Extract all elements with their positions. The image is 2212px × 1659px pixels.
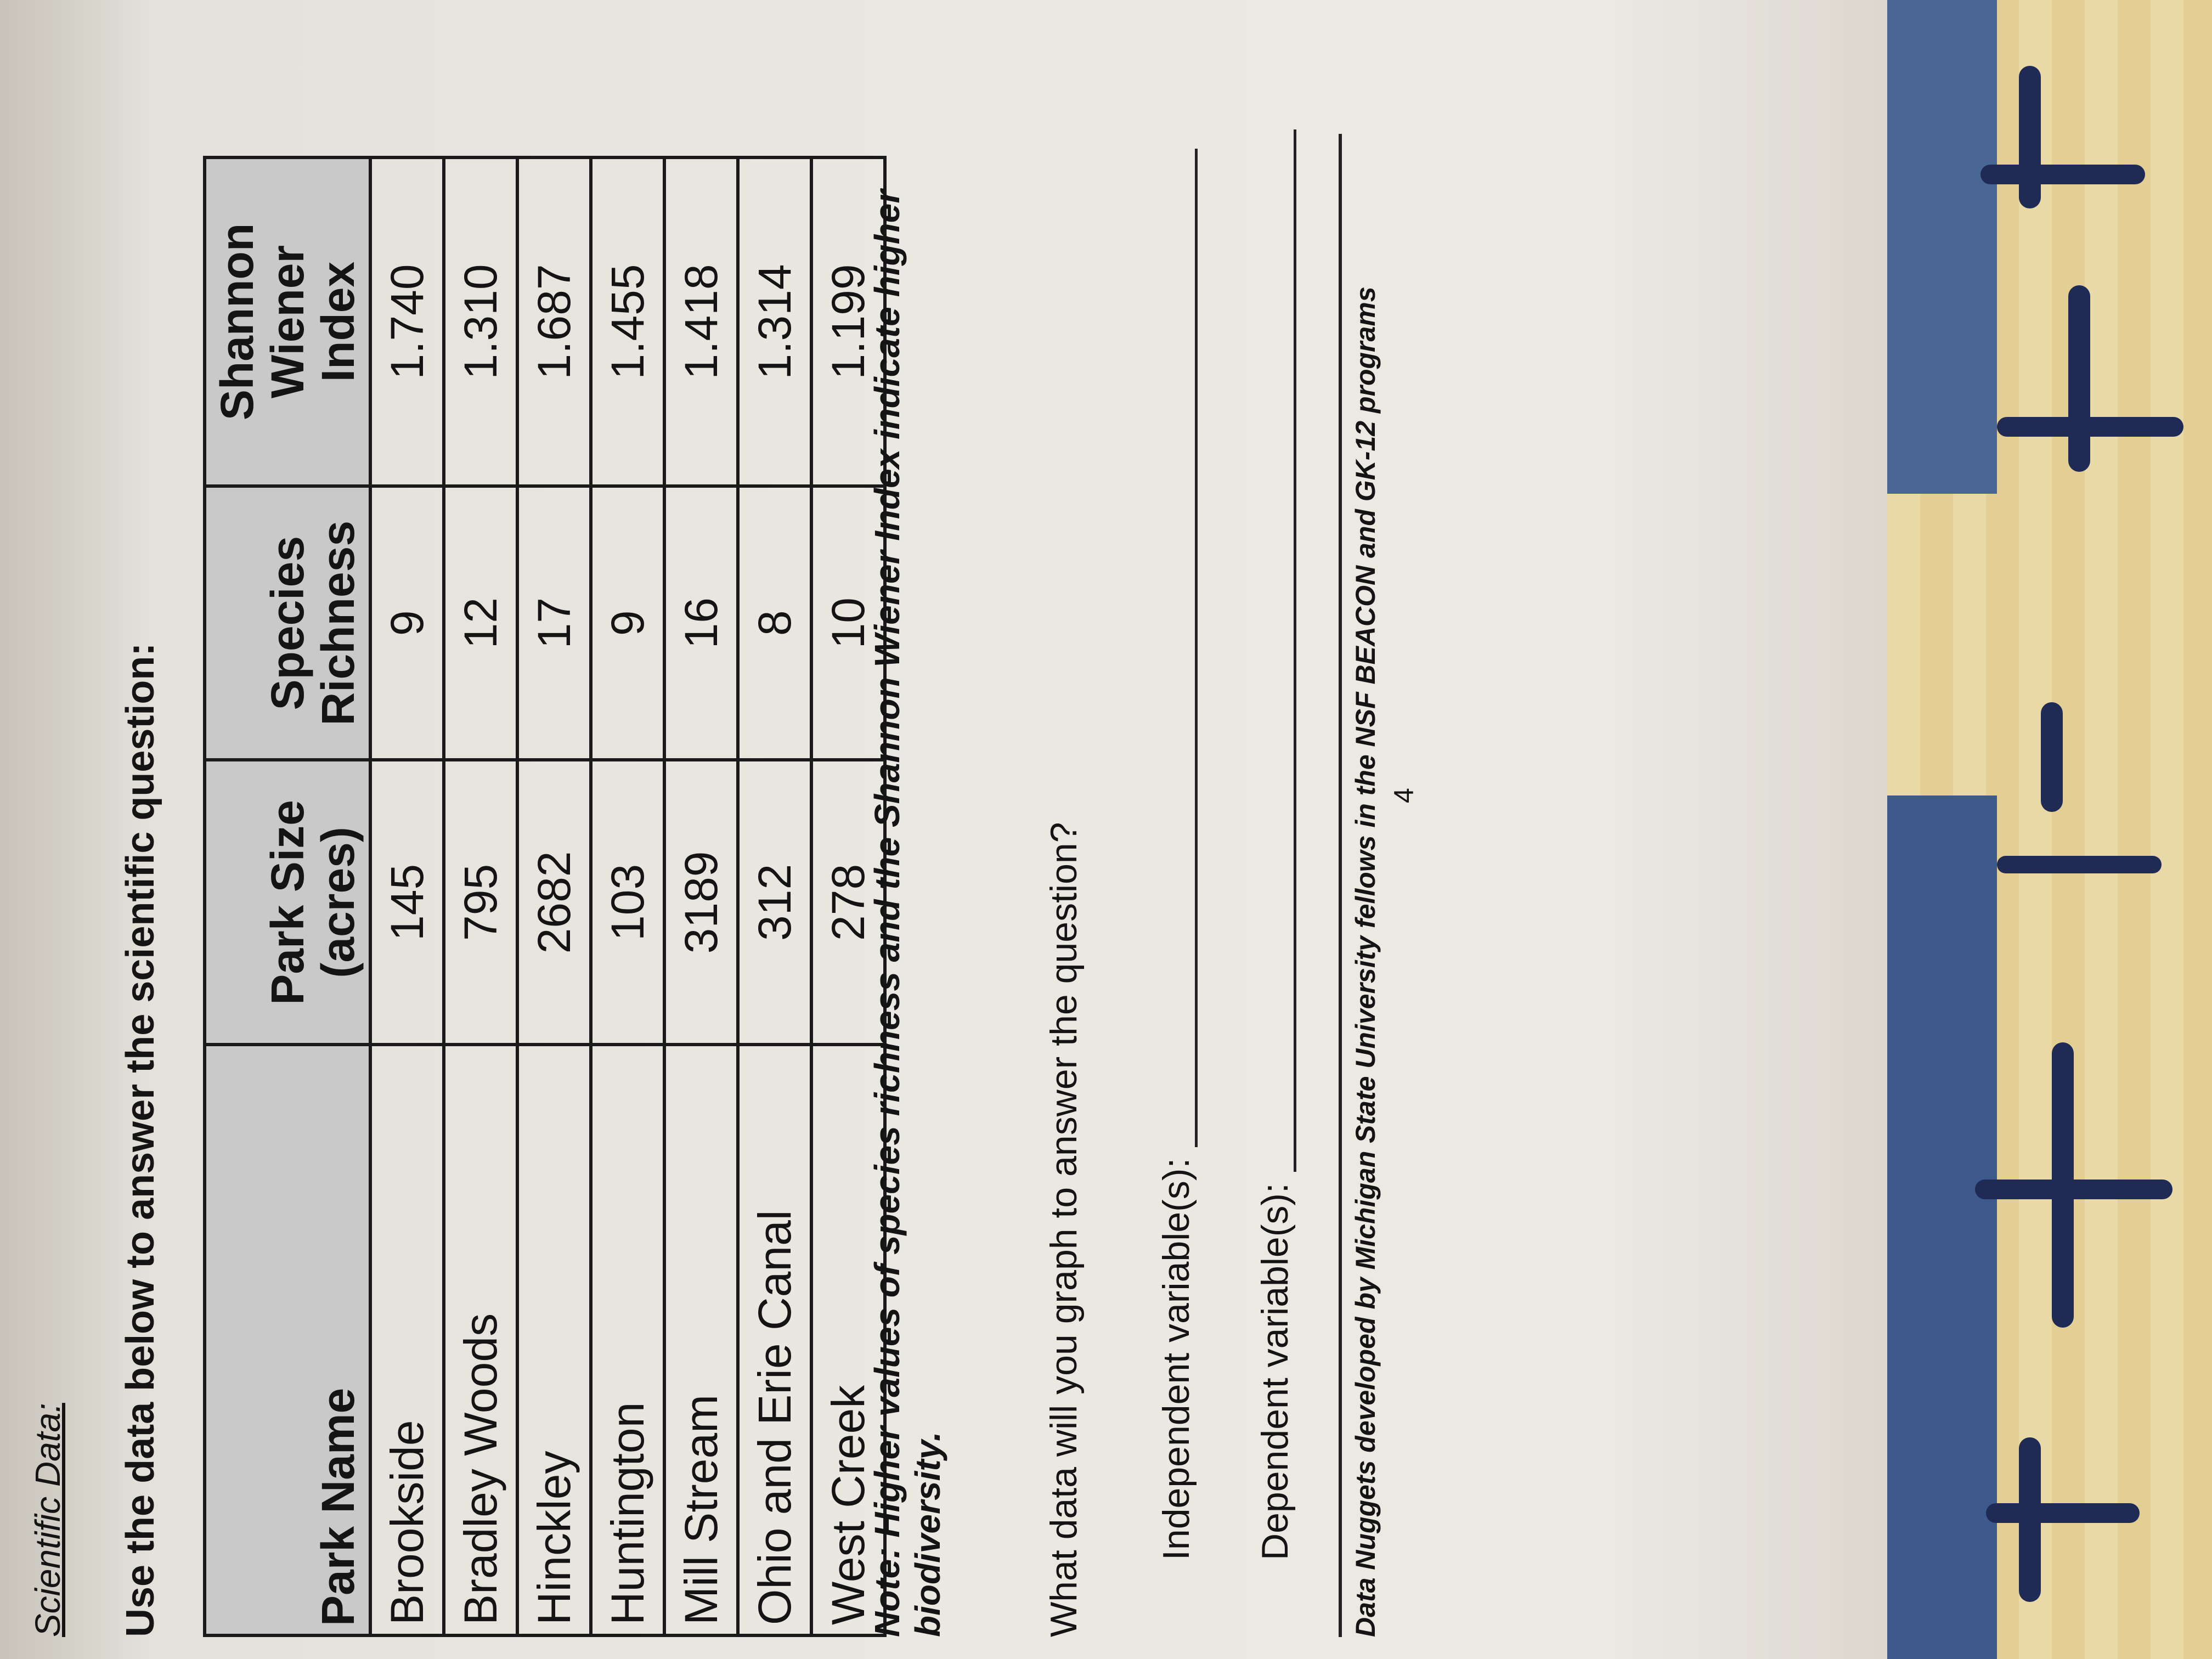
independent-answer-line[interactable] <box>1162 149 1198 1147</box>
table-row <box>591 157 664 1635</box>
table-row <box>444 157 517 1635</box>
park-data-table <box>203 156 887 1637</box>
park-name-cell: Mill Stream <box>664 1045 738 1635</box>
species-richness-cell: 8 <box>738 486 811 760</box>
table-row <box>664 157 738 1635</box>
park-size-cell: 103 <box>591 760 664 1045</box>
section-label: Scientific Data: <box>28 1403 67 1637</box>
header-shannon-wiener-index: Shannon Wiener Index <box>205 157 370 486</box>
shannon-index-cell: 1.455 <box>591 157 664 486</box>
shannon-index-cell: 1.687 <box>517 157 591 486</box>
fabric-pattern-stroke <box>1986 1503 2140 1523</box>
fabric-pattern-stroke <box>2068 285 2090 472</box>
shannon-index-cell: 1.199 <box>811 157 885 486</box>
dependent-answer-line[interactable] <box>1261 129 1296 1172</box>
biodiversity-note: Note: Higher values of species richness and the Shannon Wiener Index indicate higher biodiversity. <box>867 189 947 1637</box>
park-name-cell: Ohio and Erie Canal <box>738 1045 811 1635</box>
species-richness-cell: 10 <box>811 486 885 760</box>
header-park-size: Park Size (acres) <box>205 760 370 1045</box>
table-header-row <box>205 157 370 1635</box>
dependent-variable-row <box>1254 129 1296 1560</box>
park-size-cell: 3189 <box>664 760 738 1045</box>
fabric-pattern-stroke <box>1997 856 2162 873</box>
fabric-blue-band-bottom <box>1887 795 1997 1659</box>
table-row <box>738 157 811 1635</box>
table-row <box>517 157 591 1635</box>
fabric-pattern-stroke <box>2019 66 2041 208</box>
header-species-richness: Species Richness <box>205 486 370 760</box>
graph-question: What data will you graph to answer the question? <box>1043 822 1085 1637</box>
fabric-background <box>1887 0 2212 1659</box>
park-name-cell: Huntington <box>591 1045 664 1635</box>
species-richness-cell: 9 <box>370 486 444 760</box>
header-park-name: Park Name <box>205 1045 370 1635</box>
fabric-pattern-stroke <box>1997 417 2183 437</box>
shannon-index-cell: 1.418 <box>664 157 738 486</box>
footer-divider <box>1339 134 1342 1637</box>
table-row <box>370 157 444 1635</box>
species-richness-cell: 12 <box>444 486 517 760</box>
dependent-variable-label: Dependent variable(s): <box>1254 1183 1296 1560</box>
park-name-cell: Brookside <box>370 1045 444 1635</box>
park-size-cell: 312 <box>738 760 811 1045</box>
independent-variable-row <box>1155 149 1198 1560</box>
footer-credit: Data Nuggets developed by Michigan State University fellows in the NSF BEACON and GK-12 programs <box>1350 286 1381 1637</box>
species-richness-cell: 17 <box>517 486 591 760</box>
park-size-cell: 278 <box>811 760 885 1045</box>
park-size-cell: 2682 <box>517 760 591 1045</box>
park-name-cell: Hinckley <box>517 1045 591 1635</box>
park-name-cell: Bradley Woods <box>444 1045 517 1635</box>
species-richness-cell: 9 <box>591 486 664 760</box>
fabric-pattern-stroke <box>1980 165 2145 184</box>
fabric-pattern-stroke <box>2041 702 2063 812</box>
park-size-cell: 795 <box>444 760 517 1045</box>
shannon-index-cell: 1.740 <box>370 157 444 486</box>
instruction-heading: Use the data below to answer the scientific question: <box>119 642 162 1637</box>
shannon-index-cell: 1.310 <box>444 157 517 486</box>
species-richness-cell: 16 <box>664 486 738 760</box>
page-number: 4 <box>1389 788 1419 803</box>
fabric-pattern-stroke <box>1975 1180 2172 1199</box>
independent-variable-label: Independent variable(s): <box>1155 1158 1197 1560</box>
shannon-index-cell: 1.314 <box>738 157 811 486</box>
fabric-blue-band-top <box>1887 0 1997 494</box>
park-size-cell: 145 <box>370 760 444 1045</box>
park-name-cell: West Creek <box>811 1045 885 1635</box>
